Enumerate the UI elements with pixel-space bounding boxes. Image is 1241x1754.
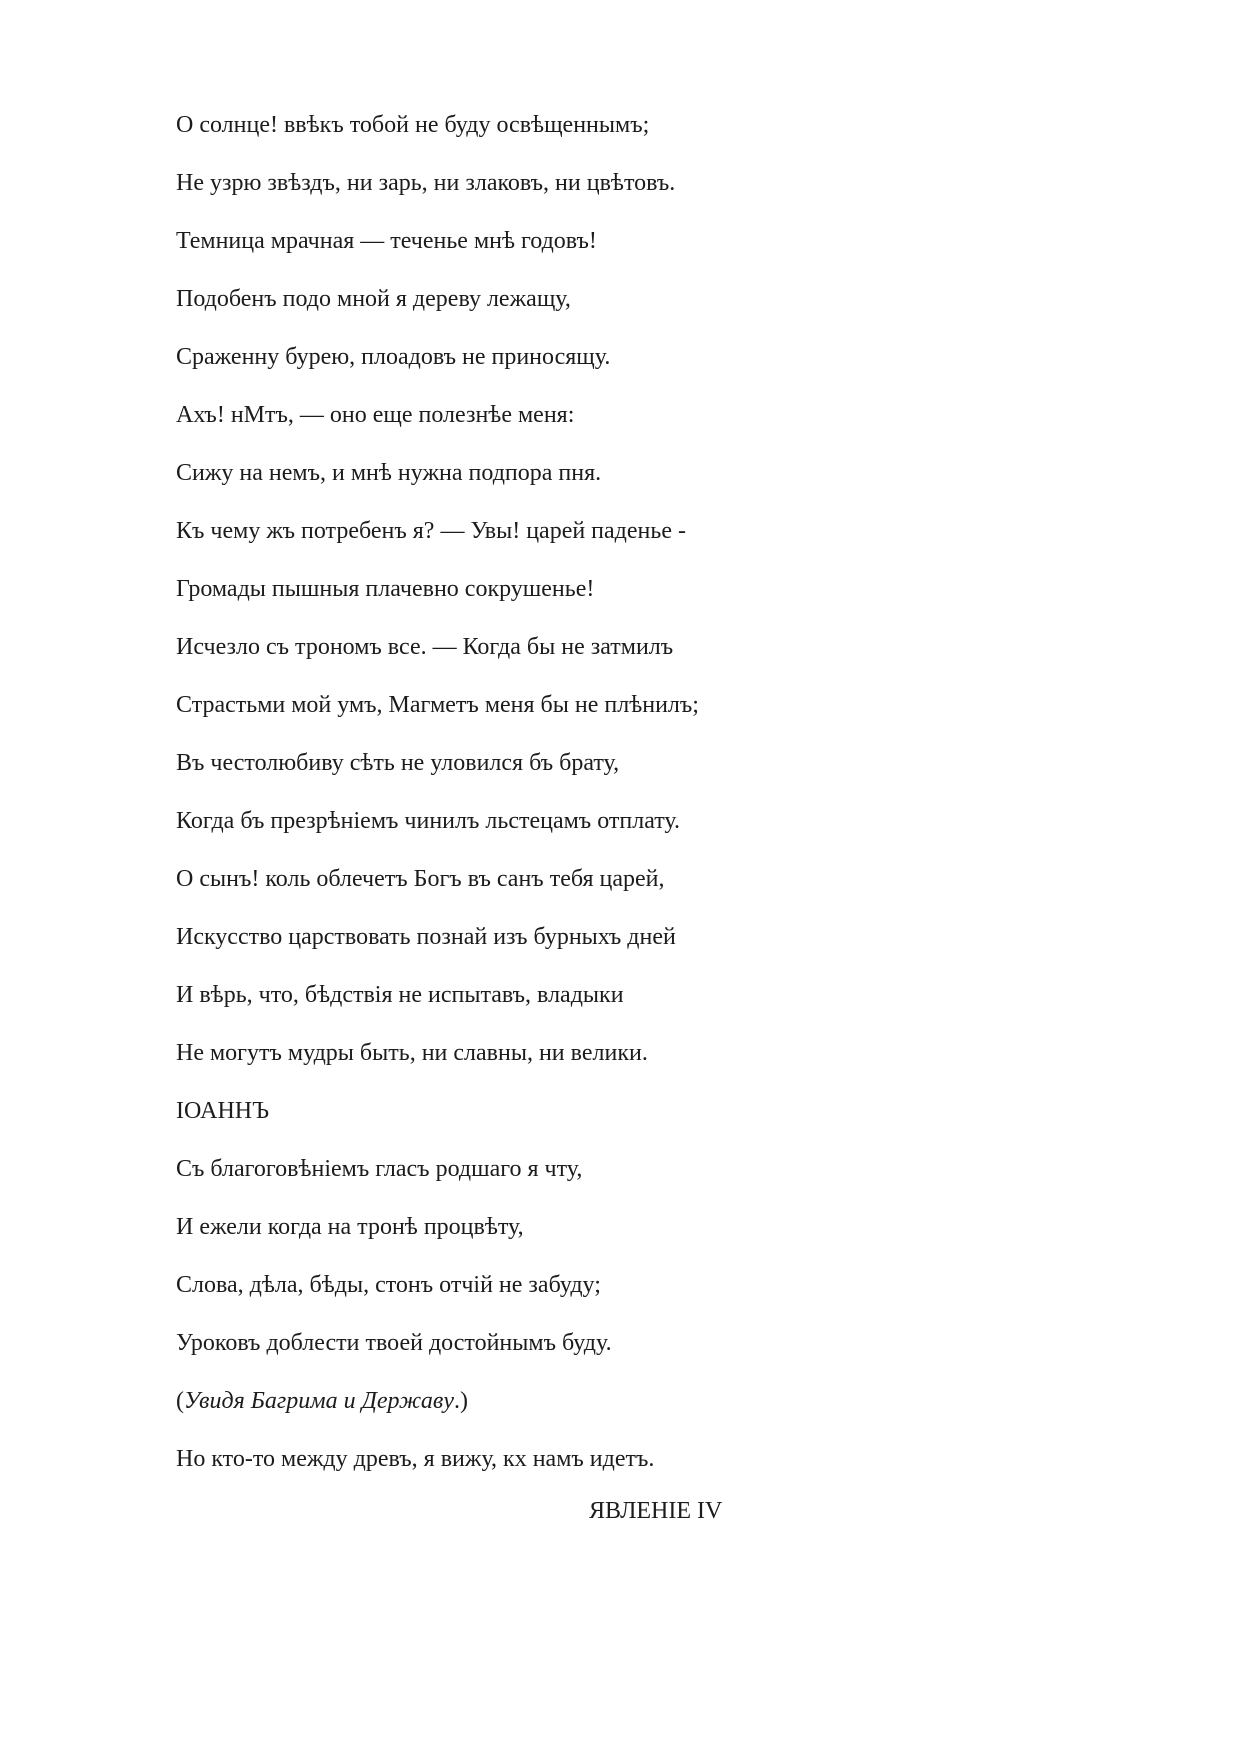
verse-line: Къ чему жъ потребенъ я? — Увы! царей паденье - <box>176 518 686 544</box>
verse-line: Въ честолюбиву сѣть не уловился бъ брату, <box>176 750 620 776</box>
verse-line: Искусство царствовать познай изъ бурныхъ дней <box>176 924 676 950</box>
verse-line: Не узрю звѣздъ, ни зарь, ни злаковъ, ни цвѣтовъ. <box>176 170 676 196</box>
stage-direction-close: .) <box>453 1388 468 1414</box>
verse-line: Громады пышныя плачевно сокрушенье! <box>176 576 595 602</box>
verse-line: О сынъ! коль облечетъ Богъ въ санъ тебя царей, <box>176 866 665 892</box>
stage-direction-text: Увидя Багрима и Державу <box>184 1388 454 1414</box>
verse-line: Сраженну бурею, плоадовъ не приносящу. <box>176 344 611 370</box>
verse-line: Уроковъ доблести твоей достойнымъ буду. <box>176 1330 612 1356</box>
scene-heading: ЯВЛЕНІЕ IV <box>589 1498 723 1524</box>
verse-block <box>176 110 1076 1502</box>
verse-line: Страстьми мой умъ, Магметъ меня бы не плѣнилъ; <box>176 692 699 718</box>
verse-line: Исчезло съ трономъ все. — Когда бы не затмилъ <box>176 634 674 660</box>
verse-line: Съ благоговѣніемъ гласъ родшаго я чту, <box>176 1156 583 1182</box>
verse-line: И вѣрь, что, бѣдствія не испытавъ, владыки <box>176 982 624 1008</box>
verse-line: Не могутъ мудры быть, ни славны, ни велики. <box>176 1040 648 1066</box>
speaker-name: ІОАННЪ <box>176 1098 270 1124</box>
stage-direction <box>176 1386 1076 1444</box>
verse-line-final: Но кто-то между древъ, я вижу, кх намъ идетъ. <box>176 1446 655 1472</box>
verse-line: Подобенъ подо мной я дереву лежащу, <box>176 286 571 312</box>
verse-line: Ахъ! нМтъ, — оно еще полезнѣе меня: <box>176 402 575 428</box>
verse-line: И ежели когда на тронѣ процвѣту, <box>176 1214 524 1240</box>
verse-line: Темница мрачная — теченье мнѣ годовъ! <box>176 228 597 254</box>
verse-line: Сижу на немъ, и мнѣ нужна подпора пня. <box>176 460 602 486</box>
verse-line: Слова, дѣла, бѣды, стонъ отчій не забуду; <box>176 1272 601 1298</box>
stage-direction-open: ( <box>176 1388 184 1414</box>
verse-line: О солнце! ввѣкъ тобой не буду освѣщеннымъ; <box>176 112 650 138</box>
verse-line: Когда бъ презрѣніемъ чинилъ льстецамъ отплату. <box>176 808 680 834</box>
